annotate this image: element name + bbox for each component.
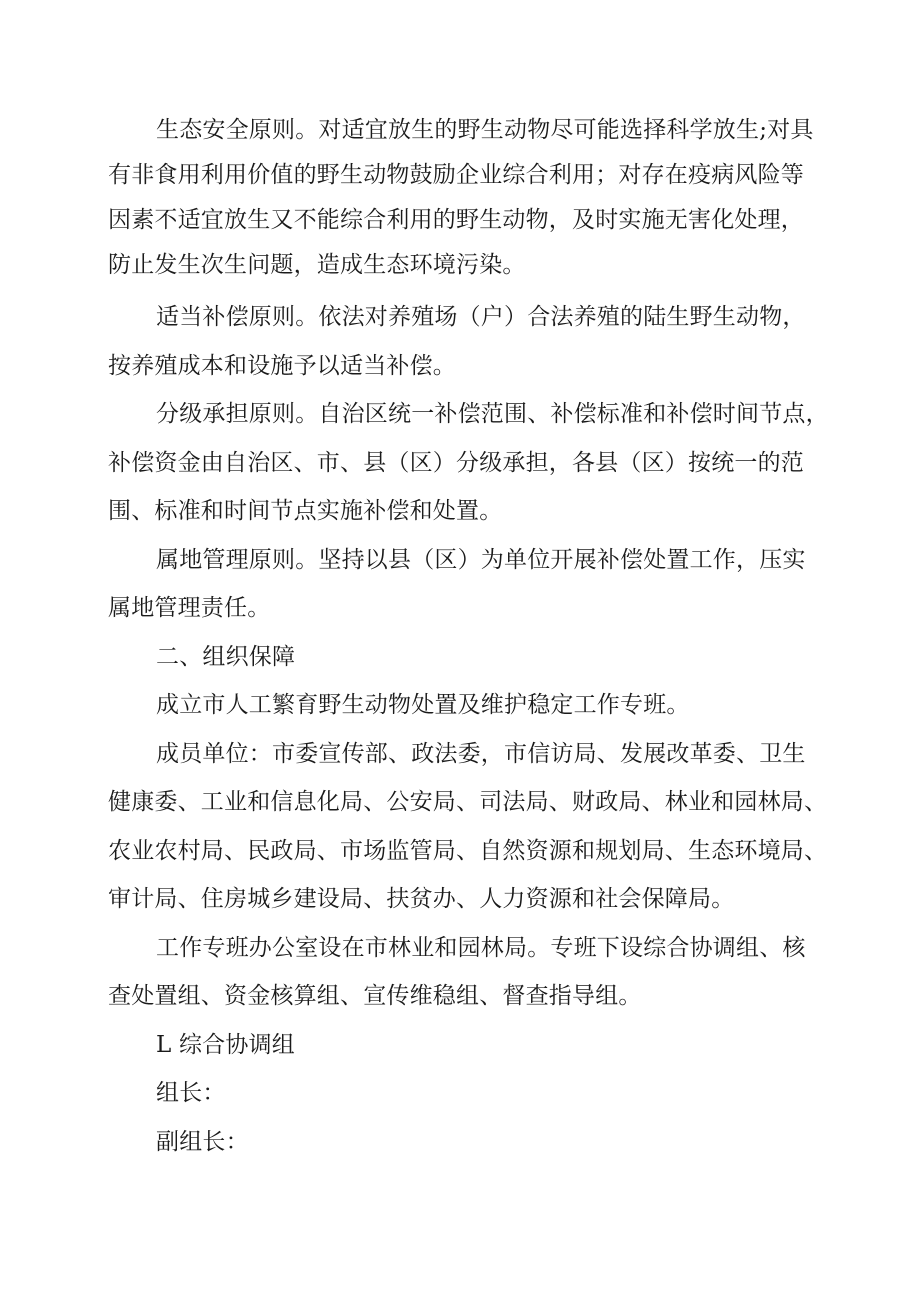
text-line: 围、标准和时间节点实施补偿和处置。 bbox=[108, 498, 503, 524]
deputy-group-leader-label: 副组长： bbox=[156, 1128, 249, 1155]
text-line: 成员单位：市委宣传部、政法委，市信访局、发展改革委、卫生 bbox=[156, 740, 806, 767]
text-line: 查处置组、资金核算组、宣传维稳组、督查指导组。 bbox=[108, 983, 642, 1009]
text-line: 适当补偿原则。依法对养殖场（户）合法养殖的陆生野生动物， bbox=[156, 304, 806, 330]
paragraph-ecological-safety-principle bbox=[108, 108, 828, 288]
paragraph-deputy-group-leader bbox=[108, 1118, 828, 1167]
subsection-heading-text: L 综合协调组 bbox=[156, 1031, 295, 1058]
text-line: 健康委、工业和信息化局、公安局、司法局、财政局、林业和园林局、 bbox=[108, 789, 828, 815]
text-line: 补偿资金由自治区、市、县（区）分级承担，各县（区）按统一的范 bbox=[108, 449, 804, 476]
paragraph-group-leader bbox=[108, 1069, 828, 1118]
paragraph-appropriate-compensation-principle bbox=[108, 293, 828, 390]
text-line: 分级承担原则。自治区统一补偿范围、补偿标准和补偿时间节点， bbox=[156, 401, 829, 427]
paragraph-territorial-management-principle bbox=[108, 536, 828, 633]
text-line: 农业农村局、民政局、市场监管局、自然资源和规划局、生态环境局、 bbox=[108, 837, 828, 864]
document-body bbox=[108, 108, 828, 1166]
text-line: 有非食用利用价值的野生动物鼓励企业综合利用；对存在疫病风险等 bbox=[108, 162, 804, 188]
text-line: 审计局、住房城乡建设局、扶贫办、人力资源和社会保障局。 bbox=[108, 886, 735, 912]
text-line: 成立市人工繁育野生动物处置及维护稳定工作专班。 bbox=[156, 692, 690, 718]
subsection-heading bbox=[108, 1021, 828, 1070]
section-heading-text: 二、组织保障 bbox=[156, 643, 296, 670]
section-heading bbox=[108, 633, 828, 682]
paragraph-task-force-establishment bbox=[108, 681, 828, 730]
text-line: 工作专班办公室设在市林业和园林局。专班下设综合协调组、核 bbox=[156, 934, 806, 961]
text-line: 属地管理原则。坚持以县（区）为单位开展补偿处置工作，压实 bbox=[156, 546, 806, 573]
text-line: 属地管理责任。 bbox=[108, 595, 271, 621]
group-leader-label: 组长： bbox=[156, 1080, 226, 1106]
paragraph-task-force-office bbox=[108, 924, 828, 1021]
text-line: 防止发生次生问题，造成生态环境污染。 bbox=[108, 252, 526, 278]
paragraph-member-units bbox=[108, 730, 828, 924]
text-line: 生态安全原则。对适宜放生的野生动物尽可能选择科学放生;对具 bbox=[156, 117, 814, 143]
text-line: 按养殖成本和设施予以适当补偿。 bbox=[108, 352, 456, 379]
paragraph-graded-burden-principle bbox=[108, 390, 828, 536]
text-line: 因素不适宜放生又不能综合利用的野生动物，及时实施无害化处理， bbox=[108, 207, 804, 233]
